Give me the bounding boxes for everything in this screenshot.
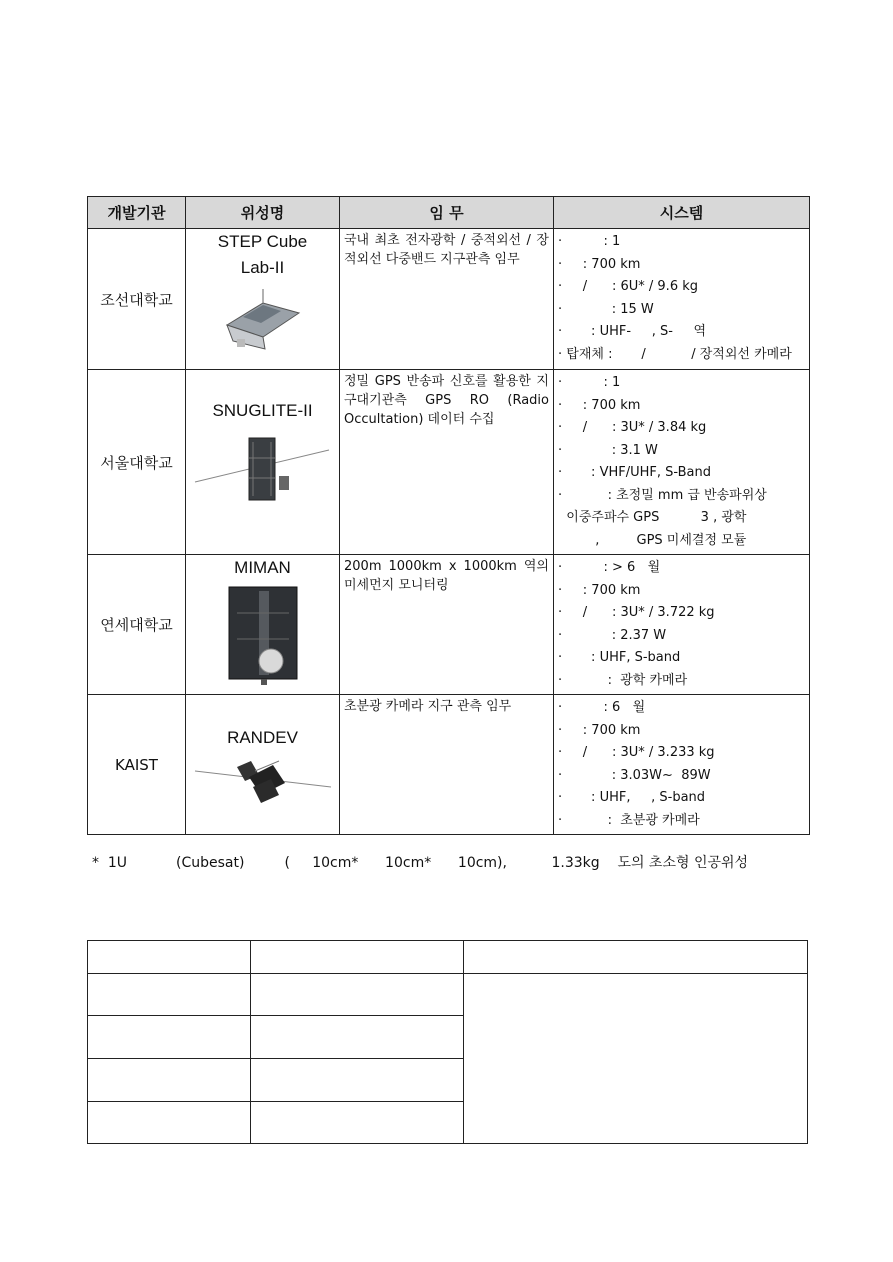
satellite-image xyxy=(193,430,333,504)
satellite-name: SNUGLITE-II xyxy=(212,401,313,420)
table-row xyxy=(88,555,810,695)
header-system: 시스템 xyxy=(554,197,810,229)
empty-cell xyxy=(251,941,464,974)
table-row xyxy=(88,695,810,835)
system-line: · : 700 km xyxy=(558,397,641,413)
system-line: · : UHF, S-band xyxy=(558,650,681,665)
system-line: , GPS 미세결정 모듈 xyxy=(558,532,747,548)
empty-cell xyxy=(464,941,808,974)
system-line: · : 700 km xyxy=(558,722,641,738)
empty-cell xyxy=(251,974,464,1016)
empty-cell xyxy=(88,1102,251,1144)
empty-cell xyxy=(88,941,251,974)
system-line: · : VHF/UHF, S-Band xyxy=(558,465,711,480)
satellite-image xyxy=(223,287,303,351)
system-line: · : 초정밀 mm 급 반송파위상 xyxy=(558,487,767,503)
empty-cell xyxy=(251,1102,464,1144)
satellite-image xyxy=(223,583,303,687)
system-cell xyxy=(554,370,810,555)
empty-cell xyxy=(251,1059,464,1102)
empty-cell xyxy=(88,1016,251,1059)
system-line: · / : 3U* / 3.84 kg xyxy=(558,420,707,435)
mission-cell: 국내 최초 전자광학 / 중적외선 / 장적외선 다중밴드 지구관측 임무 xyxy=(340,229,554,370)
system-line: · : UHF, , S-band xyxy=(558,790,706,805)
satellite-name: MIMAN xyxy=(234,558,291,577)
satellite-name: Lab-II xyxy=(240,258,285,277)
system-line: · : 700 km xyxy=(558,582,641,598)
empty-cell xyxy=(88,1059,251,1102)
system-line: · / : 6U* / 9.6 kg xyxy=(558,279,698,294)
table-row xyxy=(88,370,810,555)
empty-table xyxy=(87,940,808,1144)
system-line: · : 3.03W~ 89W xyxy=(558,767,711,783)
satellite-cell xyxy=(186,229,340,370)
system-line: · / : 3U* / 3.722 kg xyxy=(558,605,715,620)
system-line: · : > 6 월 xyxy=(558,560,661,575)
mission-cell: 정밀 GPS 반송파 신호를 활용한 지구대기관측 GPS RO (Radio Occultation) 데이터 수집 xyxy=(340,370,554,555)
empty-table-row xyxy=(88,974,808,1016)
empty-cell xyxy=(88,974,251,1016)
system-line: · : 700 km xyxy=(558,256,641,272)
system-line: · : 15 W xyxy=(558,301,654,317)
table-header-row xyxy=(88,197,810,229)
org-cell: 조선대학교 xyxy=(88,229,186,370)
system-line: · : 6 월 xyxy=(558,700,646,715)
system-line: · : 1 xyxy=(558,375,621,390)
satellite-name: RANDEV xyxy=(227,728,298,747)
satellite-cell xyxy=(186,555,340,695)
system-line: · 탑재체 : / / 장적외선 카메라 xyxy=(558,346,792,362)
satellite-name: STEP Cube xyxy=(217,232,308,251)
footnote: * 1U (Cubesat) ( 10cm* 10cm* 10cm), 1.33kg 도의 초소형 인공위성 xyxy=(92,855,749,871)
empty-table-row xyxy=(88,941,808,974)
mission-cell: 200m 1000km x 1000km 역의 미세먼지 모니터링 xyxy=(340,555,554,695)
system-line: · : 1 xyxy=(558,234,621,249)
system-cell xyxy=(554,555,810,695)
satellite-table xyxy=(87,196,810,835)
system-line: · : 3.1 W xyxy=(558,442,658,458)
satellite-cell xyxy=(186,370,340,555)
org-cell: 서울대학교 xyxy=(88,370,186,555)
mission-cell: 초분광 카메라 지구 관측 임무 xyxy=(340,695,554,835)
org-cell: KAIST xyxy=(88,695,186,835)
satellite-cell xyxy=(186,695,340,835)
system-cell xyxy=(554,229,810,370)
system-line: · : 광학 카메라 xyxy=(558,672,688,688)
system-line: 이중주파수 GPS 3 , 광학 xyxy=(558,510,747,525)
system-cell xyxy=(554,695,810,835)
org-cell: 연세대학교 xyxy=(88,555,186,695)
system-line: · : UHF- , S- 역 xyxy=(558,324,707,339)
empty-cell xyxy=(464,974,808,1144)
header-mission: 임 무 xyxy=(340,197,554,229)
header-org: 개발기관 xyxy=(88,197,186,229)
empty-cell xyxy=(251,1016,464,1059)
header-satellite: 위성명 xyxy=(186,197,340,229)
table-row xyxy=(88,229,810,370)
satellite-image xyxy=(193,757,333,805)
system-line: · / : 3U* / 3.233 kg xyxy=(558,745,715,760)
system-line: · : 2.37 W xyxy=(558,627,667,643)
system-line: · : 초분광 카메라 xyxy=(558,812,700,828)
